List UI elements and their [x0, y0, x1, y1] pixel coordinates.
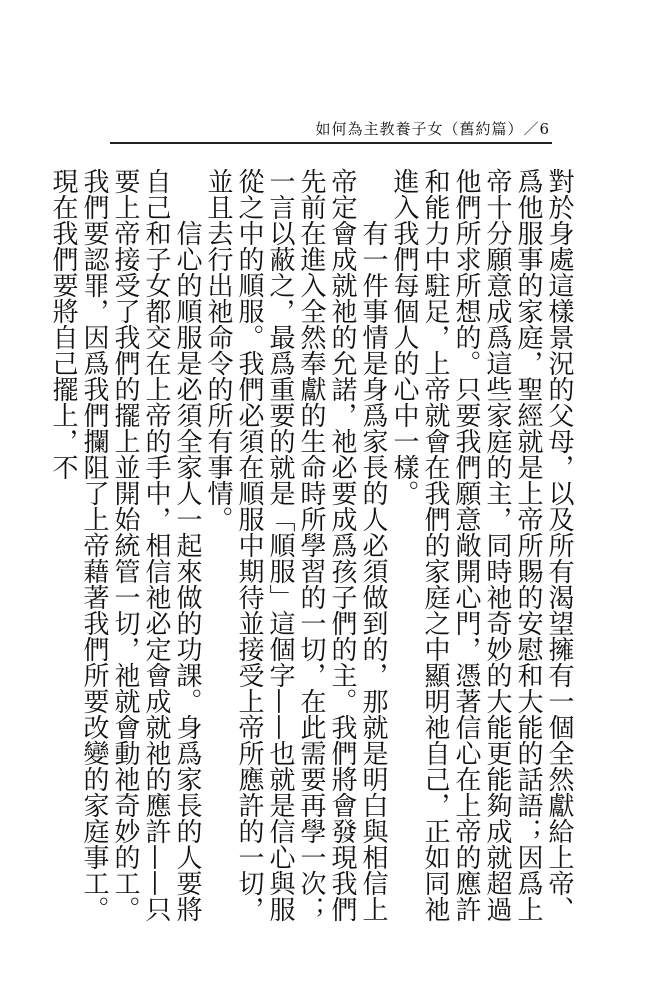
body-text — [48, 168, 574, 944]
paragraph-3: 信心的順服是必須全家人一起來做的功課。身爲家長的人要將自己和子女都交在上帝的手中，相信祂必定會成就祂的應許——只要上帝接受了我們的擺上並開始統管一切，祂就會動祂奇妙的工。我們要認罪，因爲我們攔阻了上帝藉著我們所要改變的家庭事工。現在我們要將自己擺上，不 — [48, 168, 202, 922]
header-rule — [110, 142, 552, 144]
running-head: 如何為主教養子女（舊約篇）／6 — [315, 120, 550, 138]
paragraph-1: 對於身處這樣景況的父母，以及所有渴望擁有一個全然獻給上帝、爲他服事的家庭，聖經就是上帝所賜的安慰和大能的話語；因爲上帝十分願意成爲這些家庭的主，同時祂奇妙的大能更能夠成就超過他們所求所想的。只要我們願意敞開心門，憑著信心在上帝的應許和能力中駐足，上帝就會在我們的家庭之中顯明祂自己，正如同祂進入我們每個人的心中一樣。 — [389, 168, 574, 922]
paragraph-2: 有一件事情是身爲家長的人必須做到的，那就是明白與相信上帝定會成就祂的允諾，祂必要成爲孩子們的主。我們將會發現我們先前在進入全然奉獻的生命時所學習的一切，在此需要再學一次；一言以蔽之，最爲重要的就是「順服」這個字——也就是信心與服從之中的順服。我們必須在順服中期待並接受上帝所應許的一切，並且去行出祂命令的所有事情。 — [203, 168, 388, 922]
